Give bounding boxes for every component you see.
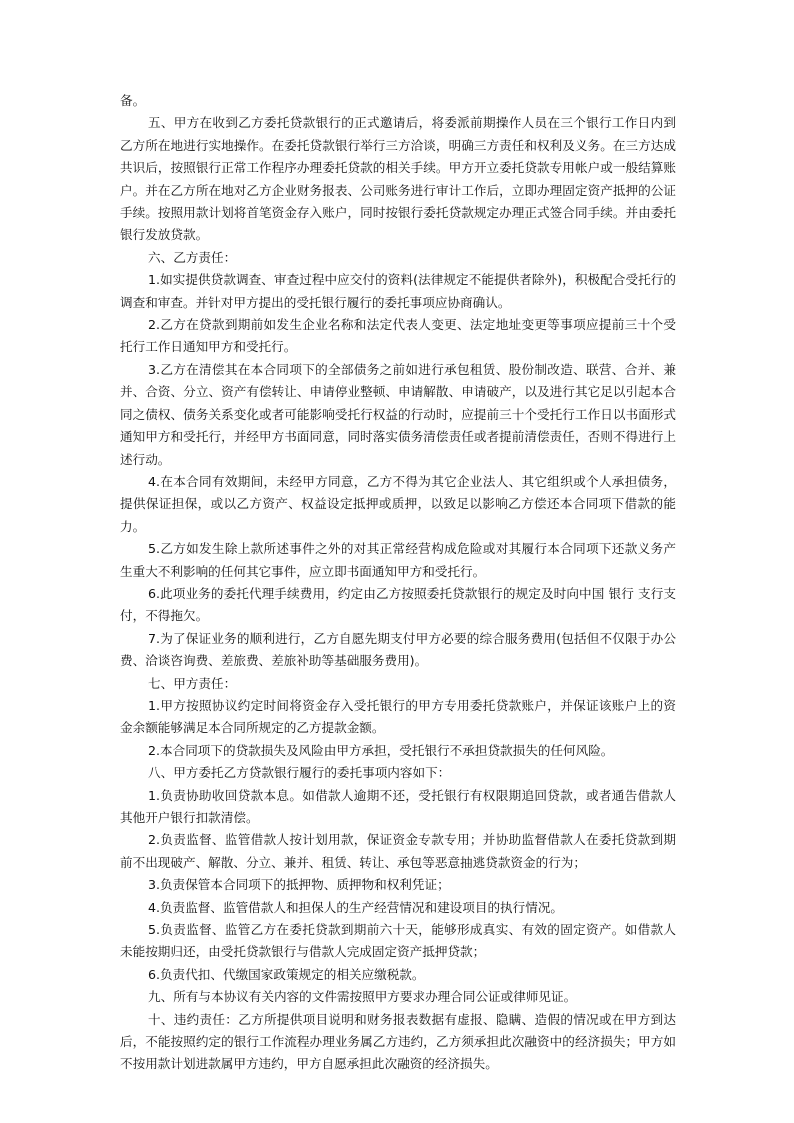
section-six-heading: 六、乙方责任：: [148, 249, 237, 265]
clause-paragraph: 6.此项业务的委托代理手续费用，约定由乙方按照委托贷款银行的规定及时向中国 银行 支行支付，不得拖欠。: [120, 585, 676, 624]
clause-paragraph: 7.为了保证业务的顺利进行，乙方自愿先期支付甲方必要的综合服务费用(包括但不仅限于办公费、洽谈咨询费、差旅费、差旅补助等基础服务费用)。: [120, 630, 676, 669]
section-nine-paragraph: 九、所有与本协议有关内容的文件需按照甲方要求办理合同公证或律师见证。: [148, 989, 577, 1005]
section-ten-paragraph: 十、违约责任：乙方所提供项目说明和财务报表数据有虚报、隐瞒、造假的情况或在甲方到达后，不能按照约定的银行工作流程办理业务属乙方违约，乙方须承担此次融资中的经济损失；甲方如不按用款计划进款属甲方违约，甲方自愿承担此次融资的经济损失。: [120, 1011, 676, 1072]
section-five-paragraph: 五、甲方在收到乙方委托贷款银行的正式邀请后，将委派前期操作人员在三个银行工作日内到乙方所在地进行实地操作。在委托贷款银行举行三方洽谈，明确三方责任和权利及义务。在三方达成共识后，按照银行正常工作程序办理委托贷款的相关手续。甲方开立委托贷款专用帐户或一般结算账户。并在乙方所在地对乙方企业财务报表、公司账务进行审计工作后，立即办理固定资产抵押的公证手续。按照用款计划将首笔资金存入账户，同时按银行委托贷款规定办理正式签合同手续。并由委托银行发放贷款。: [120, 115, 676, 243]
clause-paragraph: 5.负责监督、监管乙方在委托贷款到期前六十天，能够形成真实、有效的固定资产。如借款人未能按期归还，由受托贷款银行与借款人完成固定资产抵押贷款；: [120, 922, 676, 960]
clause-paragraph: 1.负责协助收回贷款本息。如借款人逾期不还，受托银行有权限期追回贷款，或者通告借款人其他开户银行扣款清偿。: [120, 787, 676, 825]
clause-paragraph: 1.甲方按照协议约定时间将资金存入受托银行的甲方专用委托贷款账户，并保证该账户上的资金余额能够满足本合同所规定的乙方提款金额。: [120, 697, 676, 736]
clause-paragraph: 3.乙方在清偿其在本合同项下的全部债务之前如进行承包租赁、股份制改造、联营、合并、兼并、合资、分立、资产有偿转让、申请停业整顿、申请解散、申请破产，以及进行其它足以引起本合同之债权、债务关系变化或者可能影响受托行权益的行动时，应提前三十个受托行工作日以书面形式通知甲方和受托行，并经甲方书面同意，同时落实债务清偿责任或者提前清偿责任，否则不得进行上述行动。: [120, 361, 676, 467]
clause-paragraph: 2.乙方在贷款到期前如发生企业名称和法定代表人变更、法定地址变更等事项应提前三十个受托行工作日通知甲方和受托行。: [120, 317, 676, 355]
clause-paragraph: 2.本合同项下的贷款损失及风险由甲方承担，受托银行不承担贷款损失的任何风险。: [148, 742, 614, 758]
document-page: [120, 90, 676, 1076]
clause-paragraph: 1.如实提供贷款调查、审查过程中应交付的资料(法律规定不能提供者除外)，积极配合受托行的调查和审查。并针对甲方提出的受托银行履行的委托事项应协商确认。: [120, 272, 676, 310]
paragraph-continuation: 备。: [120, 93, 146, 108]
clause-paragraph: 2.负责监督、监管借款人按计划用款，保证资金专款专用；并协助监督借款人在委托贷款到期前不出现破产、解散、分立、兼并、租赁、转让、承包等恶意抽逃贷款资金的行为；: [120, 832, 676, 870]
clause-paragraph: 3.负责保管本合同项下的抵押物、质押物和权利凭证；: [148, 877, 450, 893]
clause-paragraph: 6.负责代扣、代缴国家政策规定的相关应缴税款。: [148, 966, 425, 982]
clause-paragraph: 4.在本合同有效期间，未经甲方同意，乙方不得为其它企业法人、其它组织或个人承担债务，提供保证担保，或以乙方资产、权益设定抵押或质押，以致足以影响乙方偿还本合同项下借款的能力。: [120, 473, 676, 534]
section-seven-heading: 七、甲方责任：: [148, 675, 237, 691]
clause-paragraph: 5.乙方如发生除上款所述事件之外的对其正常经营构成危险或对其履行本合同项下还款义务产生重大不利影响的任何其它事件，应立即书面通知甲方和受托行。: [120, 541, 676, 579]
clause-paragraph: 4.负责监督、监管借款人和担保人的生产经营情况和建设项目的执行情况。: [148, 899, 564, 915]
section-eight-heading: 八、甲方委托乙方贷款银行履行的委托事项内容如下：: [148, 765, 451, 781]
